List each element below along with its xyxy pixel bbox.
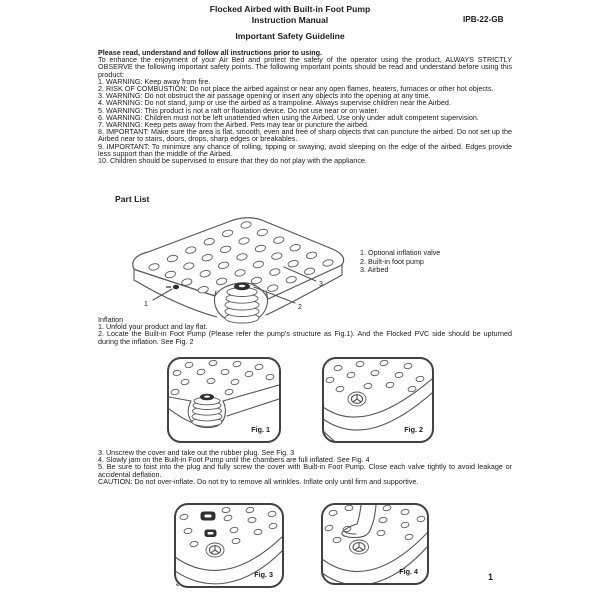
part-list-item: 1. Optional inflation valve bbox=[360, 248, 441, 257]
safety-point: 3. WARNING: Do not obstruct the air passage opening or insert any objects into the opening at any time. bbox=[98, 91, 431, 101]
fig2-dimples bbox=[326, 360, 425, 393]
inflation-title: Inflation bbox=[98, 315, 124, 324]
fig1-dimples bbox=[171, 360, 275, 396]
inflation-steps-top bbox=[98, 323, 512, 345]
part-list-items bbox=[360, 249, 440, 275]
safety-point: 1. WARNING: Keep away from fire. bbox=[98, 76, 211, 86]
figure-4 bbox=[321, 503, 429, 585]
safety-point: 9. IMPORTANT: To minimize any chance of rolling, tipping or swaying, avoid sleeping on the edge of the airbed. Edges provide less support than the middle of the Airbed. bbox=[98, 141, 512, 158]
document-title: Flocked Airbed with Built-in Foot Pump bbox=[209, 4, 371, 14]
inflation-valve-icon bbox=[166, 285, 179, 289]
safety-point: 10. Children should be supervised to ensure that they do not play with the appliance. bbox=[98, 156, 367, 166]
safety-point: 6. WARNING: Children must not be left unattended when using the Airbed. Use only under adult competent supervision. bbox=[98, 112, 479, 122]
safety-guideline-text bbox=[98, 49, 512, 164]
figure-1 bbox=[167, 357, 281, 443]
safety-intro: To enhance the enjoyment of your Air Bed and protect the safety of the operator using the product, ALWAYS STRICTLY OBSERVE the following important safety points. The following important points should be read and understand before using this product: bbox=[98, 55, 512, 79]
safety-points-list bbox=[98, 78, 512, 164]
fig2-caption: Fig. 2 bbox=[404, 425, 423, 434]
page-number: 1 bbox=[488, 572, 494, 582]
fig3-valve-cover-icon bbox=[201, 512, 215, 520]
fig1-pump-bellows bbox=[192, 394, 222, 426]
inflation-step: 1. Unfold your product and lay flat. bbox=[98, 322, 208, 332]
safety-point: 8. IMPORTANT: Make sure the area is flat, smooth, even and free of sharp objects that can puncture the airbed. Do not set up the Airbed near to stairs, doors, drops, sharp edges or breakables. bbox=[98, 127, 512, 144]
safety-point: 5. WARNING: This product is not a raft or floatation device. Do not use near or on water. bbox=[98, 105, 379, 115]
fig3-rubber-plug-icon bbox=[205, 530, 216, 537]
inflation-step: 3. Unscrew the cover and take out the rubber plug. See Fig. 3 bbox=[98, 448, 295, 457]
part-list-item: 2. Built-in foot pump bbox=[360, 256, 424, 266]
inflation-step: CAUTION: Do not over-inflate. Do not try to remove all wrinkles. Inflate only until firm and supportive. bbox=[98, 476, 419, 486]
inflation-steps-bottom-section bbox=[98, 449, 512, 485]
fig4-caption: Fig. 4 bbox=[399, 567, 418, 576]
document-subtitle: Instruction Manual bbox=[251, 15, 329, 25]
section-title-safety: Important Safety Guideline bbox=[235, 31, 345, 41]
inflation-step: 5. Be sure to foist into the plug and fully screw the cover with Built-in Foot Pump. Close each valve tightly to avoid leakage or accidental deflation. bbox=[98, 462, 512, 479]
safety-point: 4. WARNING: Do not stand, jump or use the airbed as a trampoline. Always supervise children near the Airbed. bbox=[98, 98, 451, 108]
section-title-part-list: Part List bbox=[115, 194, 150, 204]
inflation-step: 2. Locate the Built-in Foot Pump (Please refer the pump's structure as Fig.1). And the Flocked PVC side should be upturned during the inflation. See Fig. 2 bbox=[98, 329, 512, 346]
safety-point: 7. WARNING: Keep pets away from the Airbed. Pets may tear or puncture the airbed. bbox=[98, 120, 369, 130]
fig3-air-valve-icon bbox=[206, 543, 224, 557]
model-number: IPB-22-GB bbox=[463, 15, 504, 24]
fig2-air-valve-icon bbox=[348, 392, 366, 406]
fig1-bed-edges bbox=[169, 385, 279, 428]
inflation-section bbox=[98, 316, 512, 345]
part-list-item: 3. Airbed bbox=[360, 265, 389, 275]
fig1-caption: Fig. 1 bbox=[251, 425, 270, 434]
inflation-step: 4. Slowly jam on the Built-in Foot Pump until the chambers are full inflated. See Fig. 4 bbox=[98, 455, 370, 465]
callout-2: 2 bbox=[298, 304, 302, 311]
safety-point: 2. RISK OF COMBUSTION: Do not place the airbed against or near any open flames, heaters, furnaces or other hot objects. bbox=[98, 84, 494, 94]
fig4-air-valve-icon bbox=[350, 540, 369, 554]
inflation-steps-bottom bbox=[98, 449, 512, 485]
figure-3 bbox=[174, 503, 284, 588]
callout-3: 3 bbox=[319, 281, 323, 288]
fig3-dimples bbox=[180, 507, 278, 548]
safety-intro-bold: Please read, understand and follow all instructions prior to using. bbox=[98, 48, 323, 57]
fig3-caption: Fig. 3 bbox=[254, 570, 273, 579]
callout-1: 1 bbox=[144, 301, 148, 308]
figure-2 bbox=[322, 357, 434, 443]
